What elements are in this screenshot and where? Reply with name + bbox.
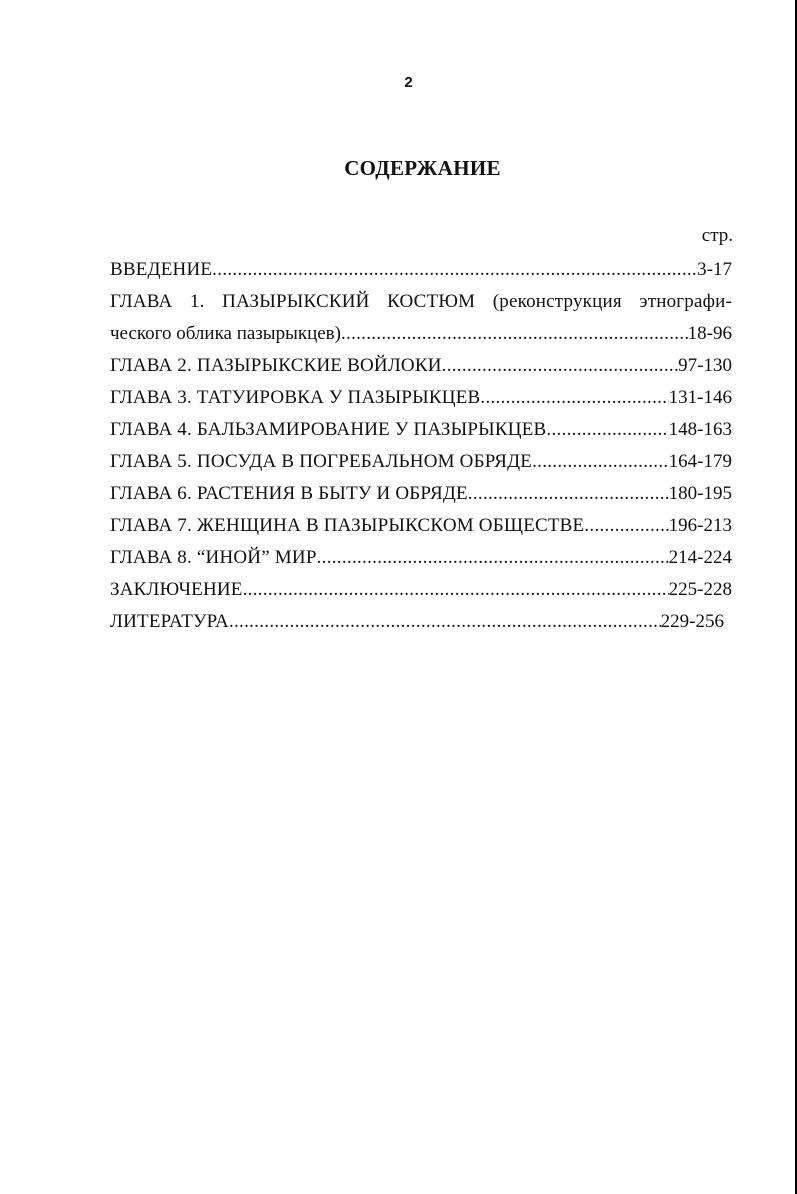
dot-leader xyxy=(229,606,661,638)
dot-leader xyxy=(480,382,668,414)
table-of-contents xyxy=(110,254,732,638)
toc-entry-chapter-7 xyxy=(110,510,732,542)
toc-entry-label: ГЛАВА 3. ТАТУИРОВКА У ПАЗЫРЫКЦЕВ xyxy=(110,387,481,408)
dot-leader xyxy=(468,478,669,510)
toc-entry-pages: 180-195 xyxy=(668,483,732,504)
toc-entry-label: ГЛАВА 6. РАСТЕНИЯ В БЫТУ И ОБРЯДЕ xyxy=(110,483,468,504)
toc-entry-chapter-1-line-1 xyxy=(110,286,732,318)
toc-entry-label: ГЛАВА 1. ПАЗЫРЫКСКИЙ КОСТЮМ (реконструкция этнографи- xyxy=(110,291,732,312)
toc-entry-pages: 229-256 xyxy=(660,611,724,632)
toc-entry-chapter-8 xyxy=(110,542,732,574)
pages-column-label: стр. xyxy=(701,225,733,246)
toc-entry-chapter-1-line-2 xyxy=(110,318,732,350)
dot-leader xyxy=(243,574,669,606)
toc-entry-pages: 97-130 xyxy=(678,355,732,376)
dot-leader xyxy=(584,510,668,542)
toc-entry-label: ГЛАВА 5. ПОСУДА В ПОГРЕБАЛЬНОМ ОБРЯДЕ xyxy=(110,451,533,472)
toc-entry-chapter-4 xyxy=(110,414,732,446)
toc-entry-pages: 3-17 xyxy=(697,259,732,280)
dot-leader xyxy=(341,318,688,350)
page-number: 2 xyxy=(404,74,413,91)
dot-leader xyxy=(317,542,669,574)
toc-entry-pages: 18-96 xyxy=(687,323,732,344)
toc-entry-pages: 225-228 xyxy=(668,579,732,600)
toc-entry-chapter-3 xyxy=(110,382,732,414)
dot-leader xyxy=(532,446,669,478)
page-title: СОДЕРЖАНИЕ xyxy=(344,156,501,180)
toc-entry-pages: 196-213 xyxy=(668,515,732,536)
toc-entry-label: ВВЕДЕНИЕ xyxy=(110,259,213,280)
dot-leader xyxy=(442,350,679,382)
toc-entry-pages: 164-179 xyxy=(668,451,732,472)
toc-entry-chapter-2 xyxy=(110,350,732,382)
toc-entry-label: ГЛАВА 7. ЖЕНЩИНА В ПАЗЫРЫКСКОМ ОБЩЕСТВЕ xyxy=(110,515,585,536)
toc-entry-label: ГЛАВА 2. ПАЗЫРЫКСКИЕ ВОЙЛОКИ xyxy=(110,355,442,376)
toc-entry-pages: 131-146 xyxy=(668,387,732,408)
toc-entry-pages: 148-163 xyxy=(668,419,732,440)
toc-entry-label: ГЛАВА 8. “ИНОЙ” МИР xyxy=(110,547,317,568)
dot-leader xyxy=(546,414,668,446)
toc-entry-chapter-6 xyxy=(110,478,732,510)
toc-entry-label: ЗАКЛЮЧЕНИЕ xyxy=(110,579,243,600)
toc-entry-introduction xyxy=(110,254,732,286)
toc-entry-literature xyxy=(110,606,724,638)
toc-entry-label: ЛИТЕРАТУРА xyxy=(110,611,229,632)
dot-leader xyxy=(212,254,697,286)
toc-entry-label: ГЛАВА 4. БАЛЬЗАМИРОВАНИЕ У ПАЗЫРЫКЦЕВ xyxy=(110,419,547,440)
toc-entry-chapter-5 xyxy=(110,446,732,478)
toc-entry-label-continued: ческого облика пазырыкцев) xyxy=(110,323,341,344)
toc-entry-pages: 214-224 xyxy=(668,547,732,568)
toc-entry-conclusion xyxy=(110,574,732,606)
